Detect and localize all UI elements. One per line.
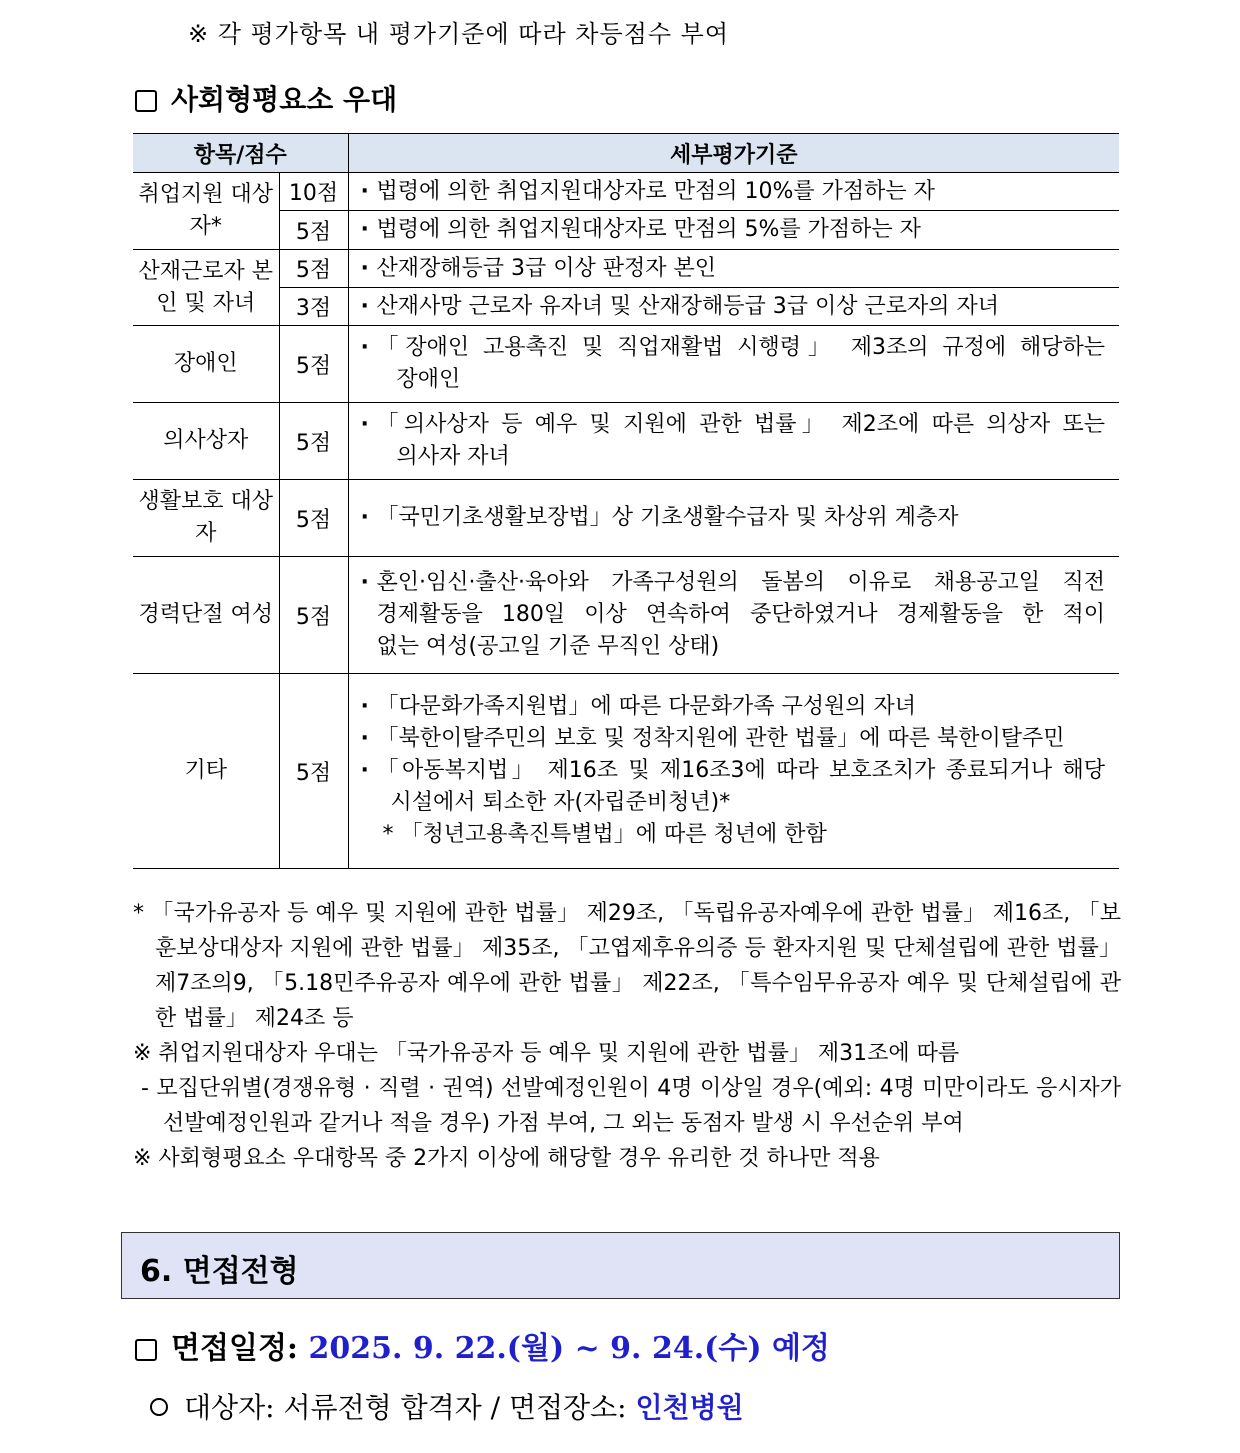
table-row	[133, 480, 1119, 557]
criteria-text: 시설에서 퇴소한 자(자립준비청년)*	[390, 790, 731, 815]
table-row	[133, 403, 1119, 480]
criteria-cell	[348, 326, 1119, 403]
table-header-row	[133, 134, 1119, 173]
criteria-text: 없는 여성(공고일 기준 무직인 상태)	[376, 634, 720, 659]
footnote-star: * 「국가유공자 등 예우 및 지원에 관한 법률」 제29조, 「독립유공자예우에 관한 법률」 제16조, 「보훈보상대상자 지원에 관한 법률」 제35조, 「고엽제후유의증 등 환자지원 및 단체설립에 관한 법률」 제7조의9, 「5.18민주유공자 예우에 관한 법률」 제22조, 「특수임무유공자 예우 및 단체설립에 관한 법률」 제24조 등	[133, 901, 1121, 1031]
footnotes	[133, 896, 1121, 1176]
points-cell: 3점	[279, 288, 348, 326]
interview-schedule	[135, 1323, 830, 1367]
category-disabled: 장애인	[133, 326, 279, 403]
social-equity-table	[133, 133, 1119, 869]
criteria-text: · 산재장해등급 3급 이상 판정자 본인	[359, 253, 1105, 285]
table-row	[133, 250, 1119, 288]
venue-value: 인천병원	[635, 1391, 744, 1424]
criteria-cell	[348, 674, 1119, 869]
criteria-text: · 「북한이탈주민의 보호 및 정착지원에 관한 법률」에 따른 북한이탈주민	[359, 723, 1105, 755]
criteria-cell	[348, 288, 1119, 326]
criteria-text: 경제활동을 180일 이상 연속하여 중단하였거나 경제활동을 한 적이	[376, 602, 1105, 627]
target-label: 대상자: 서류전형 합격자 / 면접장소:	[184, 1391, 627, 1424]
footnote-note1: ※ 취업지원대상자 우대는 「국가유공자 등 예우 및 지원에 관한 법률」 제31조에 따름	[133, 1041, 960, 1066]
checkbox-square-icon	[135, 90, 157, 112]
points-cell: 5점	[279, 557, 348, 674]
table-row	[133, 557, 1119, 674]
criteria-text: · 산재사망 근로자 유자녀 및 산재장해등급 3급 이상 근로자의 자녀	[359, 291, 1105, 323]
category-righteous: 의사상자	[133, 403, 279, 480]
criteria-subnote: * 「청년고용촉진특별법」에 따른 청년에 한함	[382, 822, 827, 847]
category-livelihood: 생활보호 대상자	[133, 480, 279, 557]
criteria-text: · 「다문화가족지원법」에 따른 다문화가족 구성원의 자녀	[359, 691, 1105, 723]
criteria-text: · 「아동복지법」 제16조 및 제16조3에 따라 보호조치가 종료되거나 해당	[359, 755, 1105, 787]
table-row	[133, 211, 1119, 250]
table-row	[133, 326, 1119, 403]
criteria-text: · 「장애인 고용촉진 및 직업재활법 시행령」 제3조의 규정에 해당하는	[359, 332, 1105, 364]
category-career-break: 경력단절 여성	[133, 557, 279, 674]
criteria-cell	[348, 173, 1119, 211]
points-cell: 5점	[279, 211, 348, 250]
points-cell: 5점	[279, 326, 348, 403]
header-item-score: 항목/점수	[133, 134, 348, 173]
schedule-value: 2025. 9. 22.(월) ~ 9. 24.(수) 예정	[308, 1331, 830, 1366]
criteria-text: 장애인	[396, 367, 461, 392]
table-row	[133, 288, 1119, 326]
criteria-cell	[348, 250, 1119, 288]
evaluation-note: ※ 각 평가항목 내 평가기준에 따라 차등점수 부여	[188, 20, 730, 48]
criteria-text: · 법령에 의한 취업지원대상자로 만점의 5%를 가점하는 자	[359, 214, 1105, 246]
header-criteria: 세부평가기준	[348, 134, 1119, 173]
schedule-label: 면접일정:	[171, 1331, 298, 1366]
category-employment: 취업지원 대상자*	[133, 173, 279, 250]
table-row	[133, 173, 1119, 211]
category-industrial: 산재근로자 본인 및 자녀	[133, 250, 279, 326]
criteria-cell	[348, 480, 1119, 557]
section-heading	[135, 78, 397, 118]
criteria-text: · 「의사상자 등 예우 및 지원에 관한 법률」 제2조에 따른 의상자 또는	[359, 409, 1105, 441]
points-cell: 5점	[279, 403, 348, 480]
footnote-note2: ※ 사회형평요소 우대항목 중 2가지 이상에 해당할 경우 유리한 것 하나만 적용	[133, 1146, 880, 1171]
criteria-text: 의사자 자녀	[396, 444, 510, 469]
interview-heading: 6. 면접전형	[140, 1254, 299, 1289]
criteria-text: · 혼인·임신·출산·육아와 가족구성원의 돌봄의 이유로 채용공고일 직전	[359, 567, 1105, 599]
interview-target	[150, 1386, 744, 1426]
section-title: 사회형평요소 우대	[171, 83, 398, 116]
category-other: 기타	[133, 674, 279, 869]
criteria-text: · 법령에 의한 취업지원대상자로 만점의 10%를 가점하는 자	[359, 176, 1105, 208]
criteria-text: · 「국민기초생활보장법」상 기초생활수급자 및 차상위 계층자	[359, 502, 1105, 534]
table-row	[133, 674, 1119, 869]
points-cell: 5점	[279, 674, 348, 869]
points-cell: 5점	[279, 250, 348, 288]
checkbox-square-icon	[135, 1339, 157, 1361]
points-cell: 10점	[279, 173, 348, 211]
interview-section-band	[121, 1232, 1120, 1299]
footnote-dash: - 모집단위별(경쟁유형 · 직렬 · 권역) 선발예정인원이 4명 이상일 경우(예외: 4명 미만이라도 응시자가 선발예정인원과 같거나 적을 경우) 가점 부여, 그 외는 동점자 발생 시 우선순위 부여	[141, 1076, 1121, 1136]
points-cell: 5점	[279, 480, 348, 557]
criteria-cell	[348, 403, 1119, 480]
criteria-cell	[348, 557, 1119, 674]
circle-bullet-icon	[150, 1398, 168, 1416]
criteria-cell	[348, 211, 1119, 250]
